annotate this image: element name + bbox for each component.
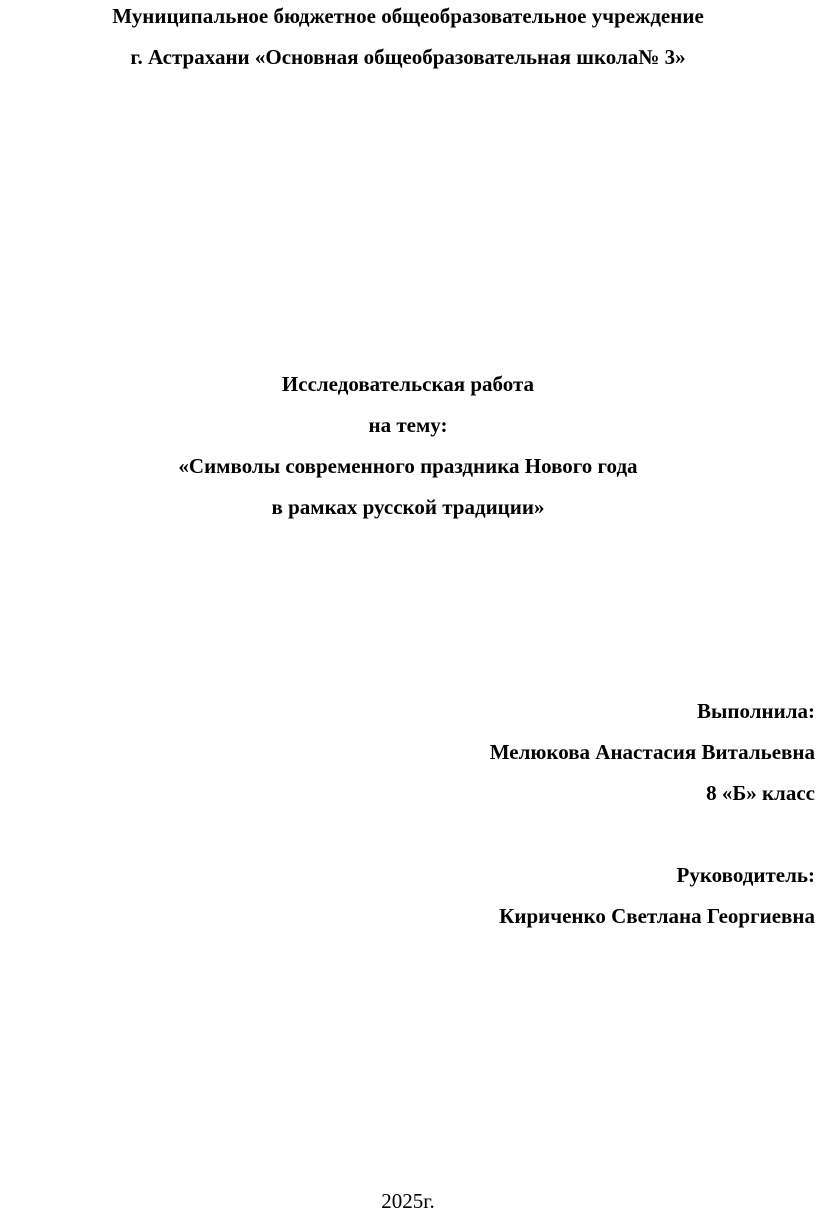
school-name-line-1: Муниципальное бюджетное общеобразовательное учреждение xyxy=(112,4,704,28)
topic-label: на тему: xyxy=(368,413,448,437)
supervisor-name: Кириченко Светлана Георгиевна xyxy=(499,904,815,928)
school-name-line-2: г. Астрахани «Основная общеобразовательная школа№ 3» xyxy=(130,45,686,69)
author-grade: 8 «Б» класс xyxy=(706,781,815,805)
work-type: Исследовательская работа xyxy=(281,372,535,396)
author-name: Мелюкова Анастасия Витальевна xyxy=(489,740,815,764)
author-label: Выполнила: xyxy=(697,699,815,723)
topic-line-2: в рамках русской традиции» xyxy=(271,495,545,519)
topic-line-1: «Символы современного праздника Нового года xyxy=(178,454,638,478)
year: 2025г. xyxy=(381,1189,435,1213)
supervisor-label: Руководитель: xyxy=(676,863,815,887)
